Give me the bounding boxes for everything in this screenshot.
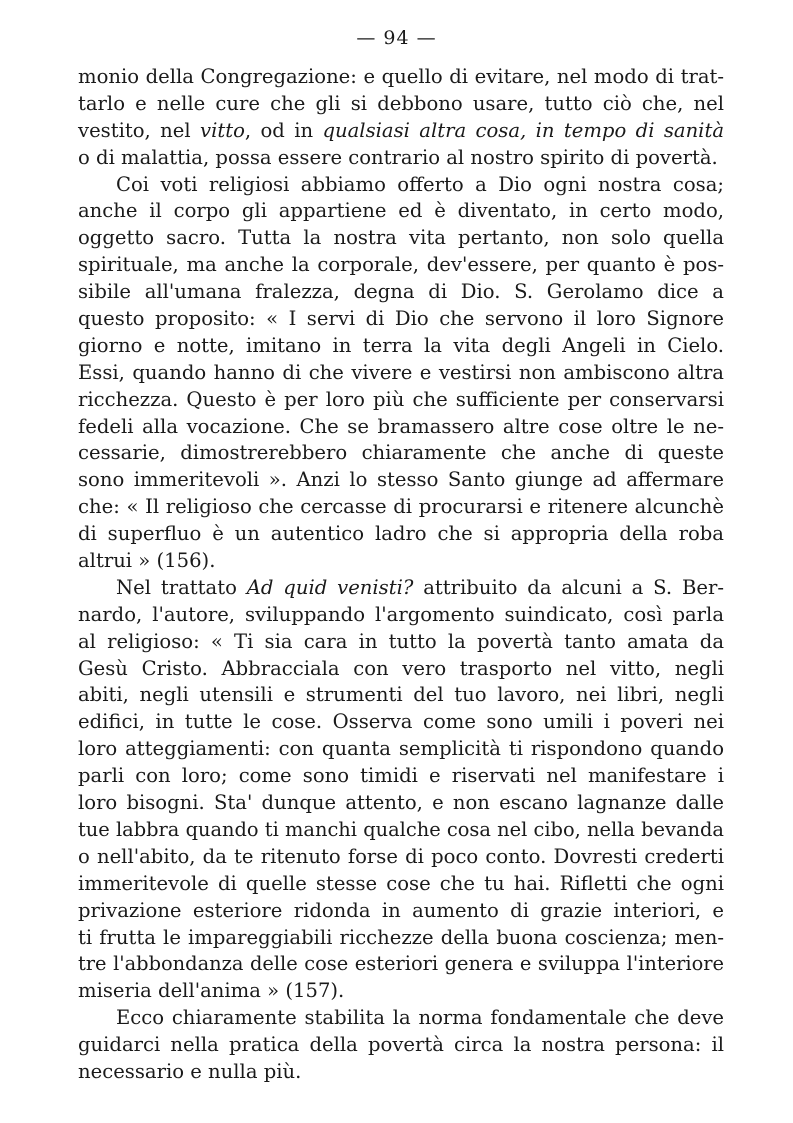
text-line [78, 871, 724, 898]
text-segment: , od in [244, 118, 323, 142]
text-line [78, 817, 724, 844]
text-segment: o di malattia, possa essere contrario al nostro spirito di povertà. [78, 145, 718, 169]
text-line [78, 494, 724, 521]
text-line [78, 709, 724, 736]
text-line [78, 1032, 724, 1059]
text-segment: loro bisogni. Sta' dunque attento, e non escano lagnanze dalle [78, 791, 724, 815]
text-line [78, 387, 724, 414]
text-line [78, 360, 724, 387]
text-segment: spirituale, ma anche la corporale, dev'essere, per quanto è pos- [78, 253, 724, 277]
text-line [78, 306, 724, 333]
text-line [78, 925, 724, 952]
text-line [78, 575, 724, 602]
text-segment: nardo, l'autore, sviluppando l'argomento suindicato, così parla [78, 602, 724, 626]
text-segment: ti frutta le impareggiabili ricchezze della buona coscienza; men- [78, 925, 724, 949]
text-segment: Coi voti religiosi abbiamo offerto a Dio ogni nostra cosa; [116, 172, 724, 196]
text-segment: fedeli alla vocazione. Che se bramassero altre cose oltre le ne- [78, 414, 724, 438]
text-line [78, 548, 724, 575]
text-segment: che: « Il religioso che cercasse di procurarsi e ritenere alcunchè [78, 495, 724, 519]
text-segment: o nell'abito, da te ritenuto forse di poco conto. Dovresti crederti [78, 844, 724, 868]
italic-text: Ad quid venisti? [246, 575, 414, 599]
text-line [78, 978, 724, 1005]
text-segment: altrui » (156). [78, 549, 216, 573]
text-segment: Nel trattato [116, 575, 247, 599]
text-line [78, 736, 724, 763]
text-line [78, 279, 724, 306]
text-line [78, 521, 724, 548]
text-segment: Essi, quando hanno di che vivere e vestirsi non ambiscono altra [78, 360, 724, 384]
text-line [78, 225, 724, 252]
text-segment: loro atteggiamenti: con quanta semplicità ti rispondono quando [78, 737, 724, 761]
text-line [78, 844, 724, 871]
text-line [78, 198, 724, 225]
text-segment: ricchezza. Questo è per loro più che sufficiente per conservarsi [78, 387, 724, 411]
text-segment: cessarie, dimostrerebbero chiaramente che anche di queste [78, 441, 724, 465]
text-segment: abiti, negli utensili e strumenti del tuo lavoro, nei libri, negli [78, 683, 724, 707]
text-line [78, 682, 724, 709]
body-text [78, 64, 724, 1086]
text-segment: oggetto sacro. Tutta la nostra vita pertanto, non solo quella [78, 226, 724, 250]
text-segment: anche il corpo gli appartiene ed è diventato, in certo modo, [78, 199, 724, 223]
text-line [78, 629, 724, 656]
text-line [78, 333, 724, 360]
text-segment: tre l'abbondanza delle cose esteriori genera e sviluppa l'interiore [78, 952, 724, 976]
text-line [78, 1059, 724, 1086]
page-number: — 94 — [356, 27, 437, 49]
text-line [78, 467, 724, 494]
text-line [78, 440, 724, 467]
text-segment: attribuito da alcuni a S. Ber- [413, 575, 724, 599]
text-line [78, 951, 724, 978]
text-line [78, 790, 724, 817]
text-segment: vestito, nel [78, 118, 200, 142]
text-segment: parli con loro; come sono timidi e riservati nel manifestare i [78, 764, 724, 788]
text-segment: guidarci nella pratica della povertà circa la nostra persona: il [78, 1033, 724, 1057]
text-segment: al religioso: « Ti sia cara in tutto la povertà tanto amata da [78, 629, 724, 653]
italic-text: qualsiasi altra cosa, in tempo di sanità [322, 118, 725, 142]
text-segment: monio della Congregazione: e quello di evitare, nel modo di trat- [78, 65, 724, 88]
text-segment: sibile all'umana fralezza, degna di Dio. S. Gerolamo dice a [78, 280, 724, 304]
text-line [78, 602, 724, 629]
text-line [78, 763, 724, 790]
text-segment: tarlo e nelle cure che gli si debbono usare, tutto ciò che, nel [78, 91, 724, 115]
text-line [78, 172, 724, 199]
text-line [78, 898, 724, 925]
text-segment: Ecco chiaramente stabilita la norma fondamentale che deve [116, 1006, 724, 1030]
text-line [78, 1005, 724, 1032]
text-line [78, 64, 724, 91]
italic-text: vitto [200, 118, 245, 142]
text-line [78, 656, 724, 683]
text-segment: giorno e notte, imitano in terra la vita degli Angeli in Cielo. [78, 333, 724, 357]
text-line [78, 252, 724, 279]
text-line [78, 91, 724, 118]
text-segment: tue labbra quando ti manchi qualche cosa nel cibo, nella bevanda [78, 817, 724, 841]
text-segment: necessario e nulla più. [78, 1059, 302, 1083]
text-segment: privazione esteriore ridonda in aumento di grazie interiori, e [78, 898, 724, 922]
text-segment: edifici, in tutte le cose. Osserva come sono umili i poveri nei [78, 710, 724, 734]
text-segment: Gesù Cristo. Abbracciala con vero trasporto nel vitto, negli [78, 656, 724, 680]
text-segment: miseria dell'anima » (157). [78, 979, 345, 1003]
text-line [78, 118, 724, 145]
text-line [78, 414, 724, 441]
text-line [78, 145, 724, 172]
text-segment: di superfluo è un autentico ladro che si appropria della roba [78, 522, 724, 546]
text-segment: sono immeritevoli ». Anzi lo stesso Santo giunge ad affermare [78, 468, 724, 492]
text-segment: immeritevole di quelle stesse cose che tu hai. Rifletti che ogni [78, 871, 724, 895]
text-segment: questo proposito: « I servi di Dio che servono il loro Signore [78, 307, 724, 331]
